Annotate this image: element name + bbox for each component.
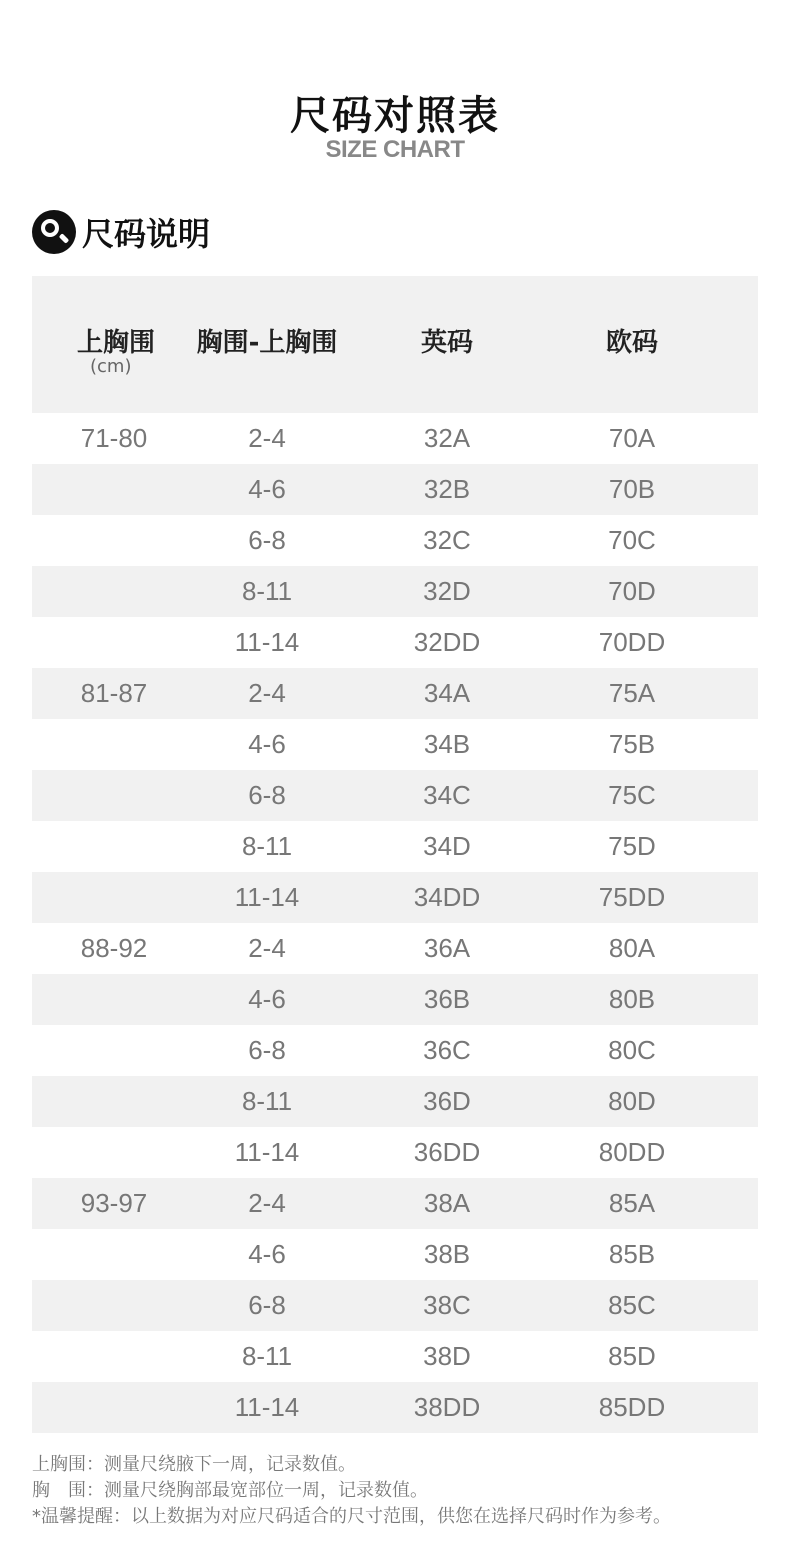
bust-difference-cell: 11-14 (234, 627, 300, 657)
underbust-cell (32, 464, 196, 515)
uk-size-cell: 36A (423, 933, 471, 963)
bust-difference-cell: 4-6 (248, 474, 286, 504)
underbust-cell: 88-92 (80, 933, 148, 963)
underbust-cell (32, 1229, 196, 1280)
table-row (32, 1382, 758, 1433)
size-table-body (32, 413, 758, 1433)
bust-difference-cell: 2-4 (248, 1188, 286, 1218)
table-row (32, 617, 758, 668)
eu-size-cell: 85DD (598, 1392, 666, 1422)
uk-size-cell: 32B (423, 474, 471, 504)
eu-size-cell: 80C (608, 1035, 656, 1065)
bust-difference-cell: 2-4 (248, 933, 286, 963)
uk-size-cell: 34B (423, 729, 471, 759)
table-row (32, 1280, 758, 1331)
section-title: 尺码说明 (82, 215, 211, 253)
bust-difference-cell: 2-4 (248, 678, 286, 708)
uk-size-cell: 36D (423, 1086, 471, 1116)
note-underbust: 上胸围：测量尺绕腋下一周，记录数值。 (32, 1454, 356, 1475)
underbust-cell: 81-87 (80, 678, 148, 708)
table-row (32, 464, 758, 515)
table-row (32, 413, 758, 464)
bust-difference-cell: 4-6 (248, 729, 286, 759)
underbust-cell (32, 821, 196, 872)
uk-size-cell: 38A (423, 1188, 471, 1218)
page-title: 尺码对照表 (290, 93, 500, 139)
underbust-cell (32, 617, 196, 668)
eu-size-cell: 75D (608, 831, 656, 861)
table-row (32, 1331, 758, 1382)
bust-difference-cell: 8-11 (241, 831, 293, 861)
underbust-cell (32, 515, 196, 566)
eu-size-cell: 85D (608, 1341, 656, 1371)
underbust-cell (32, 566, 196, 617)
bust-difference-cell: 4-6 (248, 984, 286, 1014)
eu-size-cell: 70C (608, 525, 656, 555)
table-row (32, 770, 758, 821)
uk-size-cell: 32D (423, 576, 471, 606)
table-row (32, 566, 758, 617)
bust-difference-cell: 2-4 (248, 423, 286, 453)
column-header-uk-size: 英码 (420, 328, 473, 358)
table-row (32, 1025, 758, 1076)
eu-size-cell: 75A (608, 678, 656, 708)
eu-size-cell: 80DD (598, 1137, 666, 1167)
search-icon (32, 210, 76, 254)
uk-size-cell: 34A (423, 678, 471, 708)
table-header (32, 276, 758, 413)
bust-difference-cell: 8-11 (241, 1341, 293, 1371)
eu-size-cell: 70DD (598, 627, 666, 657)
eu-size-cell: 85A (608, 1188, 656, 1218)
table-row (32, 821, 758, 872)
eu-size-cell: 70D (608, 576, 656, 606)
eu-size-cell: 85B (608, 1239, 656, 1269)
table-row (32, 719, 758, 770)
section-heading (32, 208, 210, 256)
underbust-cell (32, 1280, 196, 1331)
table-row (32, 1076, 758, 1127)
underbust-cell: 93-97 (80, 1188, 148, 1218)
uk-size-cell: 32DD (413, 627, 481, 657)
eu-size-cell: 75DD (598, 882, 666, 912)
column-header-eu-size: 欧码 (605, 328, 658, 358)
uk-size-cell: 36B (423, 984, 471, 1014)
underbust-cell (32, 1127, 196, 1178)
bust-difference-cell: 6-8 (248, 1035, 286, 1065)
bust-difference-cell: 6-8 (248, 780, 286, 810)
column-unit: (cm) (90, 356, 132, 377)
table-row (32, 1178, 758, 1229)
eu-size-cell: 80B (608, 984, 656, 1014)
eu-size-cell: 70B (608, 474, 656, 504)
table-row (32, 515, 758, 566)
table-row (32, 1127, 758, 1178)
uk-size-cell: 34D (423, 831, 471, 861)
uk-size-cell: 36C (423, 1035, 471, 1065)
eu-size-cell: 75B (608, 729, 656, 759)
page-subtitle: SIZE CHART (325, 136, 465, 163)
column-header-bust-difference: 胸围-上胸围 (196, 328, 338, 358)
underbust-cell: 71-80 (80, 423, 148, 453)
table-row (32, 923, 758, 974)
column-header-underbust: 上胸围 (76, 328, 155, 358)
underbust-cell (32, 719, 196, 770)
bust-difference-cell: 11-14 (234, 882, 300, 912)
underbust-cell (32, 974, 196, 1025)
eu-size-cell: 70A (608, 423, 656, 453)
eu-size-cell: 75C (608, 780, 656, 810)
notes (32, 1452, 772, 1530)
underbust-cell (32, 872, 196, 923)
uk-size-cell: 38C (423, 1290, 471, 1320)
eu-size-cell: 80A (608, 933, 656, 963)
bust-difference-cell: 11-14 (234, 1392, 300, 1422)
uk-size-cell: 32C (423, 525, 471, 555)
uk-size-cell: 36DD (413, 1137, 481, 1167)
eu-size-cell: 85C (608, 1290, 656, 1320)
note-bust: 胸 围：测量尺绕胸部最宽部位一周，记录数值。 (32, 1480, 428, 1501)
uk-size-cell: 38B (423, 1239, 471, 1269)
table-row (32, 872, 758, 923)
table-row (32, 668, 758, 719)
uk-size-cell: 34C (423, 780, 471, 810)
underbust-cell (32, 1331, 196, 1382)
uk-size-cell: 34DD (413, 882, 481, 912)
bust-difference-cell: 6-8 (248, 1290, 286, 1320)
bust-difference-cell: 8-11 (241, 1086, 293, 1116)
uk-size-cell: 32A (423, 423, 471, 453)
bust-difference-cell: 11-14 (234, 1137, 300, 1167)
bust-difference-cell: 6-8 (248, 525, 286, 555)
uk-size-cell: 38D (423, 1341, 471, 1371)
bust-difference-cell: 8-11 (241, 576, 293, 606)
eu-size-cell: 80D (608, 1086, 656, 1116)
table-row (32, 1229, 758, 1280)
underbust-cell (32, 770, 196, 821)
table-row (32, 974, 758, 1025)
underbust-cell (32, 1076, 196, 1127)
underbust-cell (32, 1025, 196, 1076)
bust-difference-cell: 4-6 (248, 1239, 286, 1269)
note-reminder: *温馨提醒：以上数据为对应尺码适合的尺寸范围，供您在选择尺码时作为参考。 (32, 1506, 671, 1527)
underbust-cell (32, 1382, 196, 1433)
uk-size-cell: 38DD (413, 1392, 481, 1422)
